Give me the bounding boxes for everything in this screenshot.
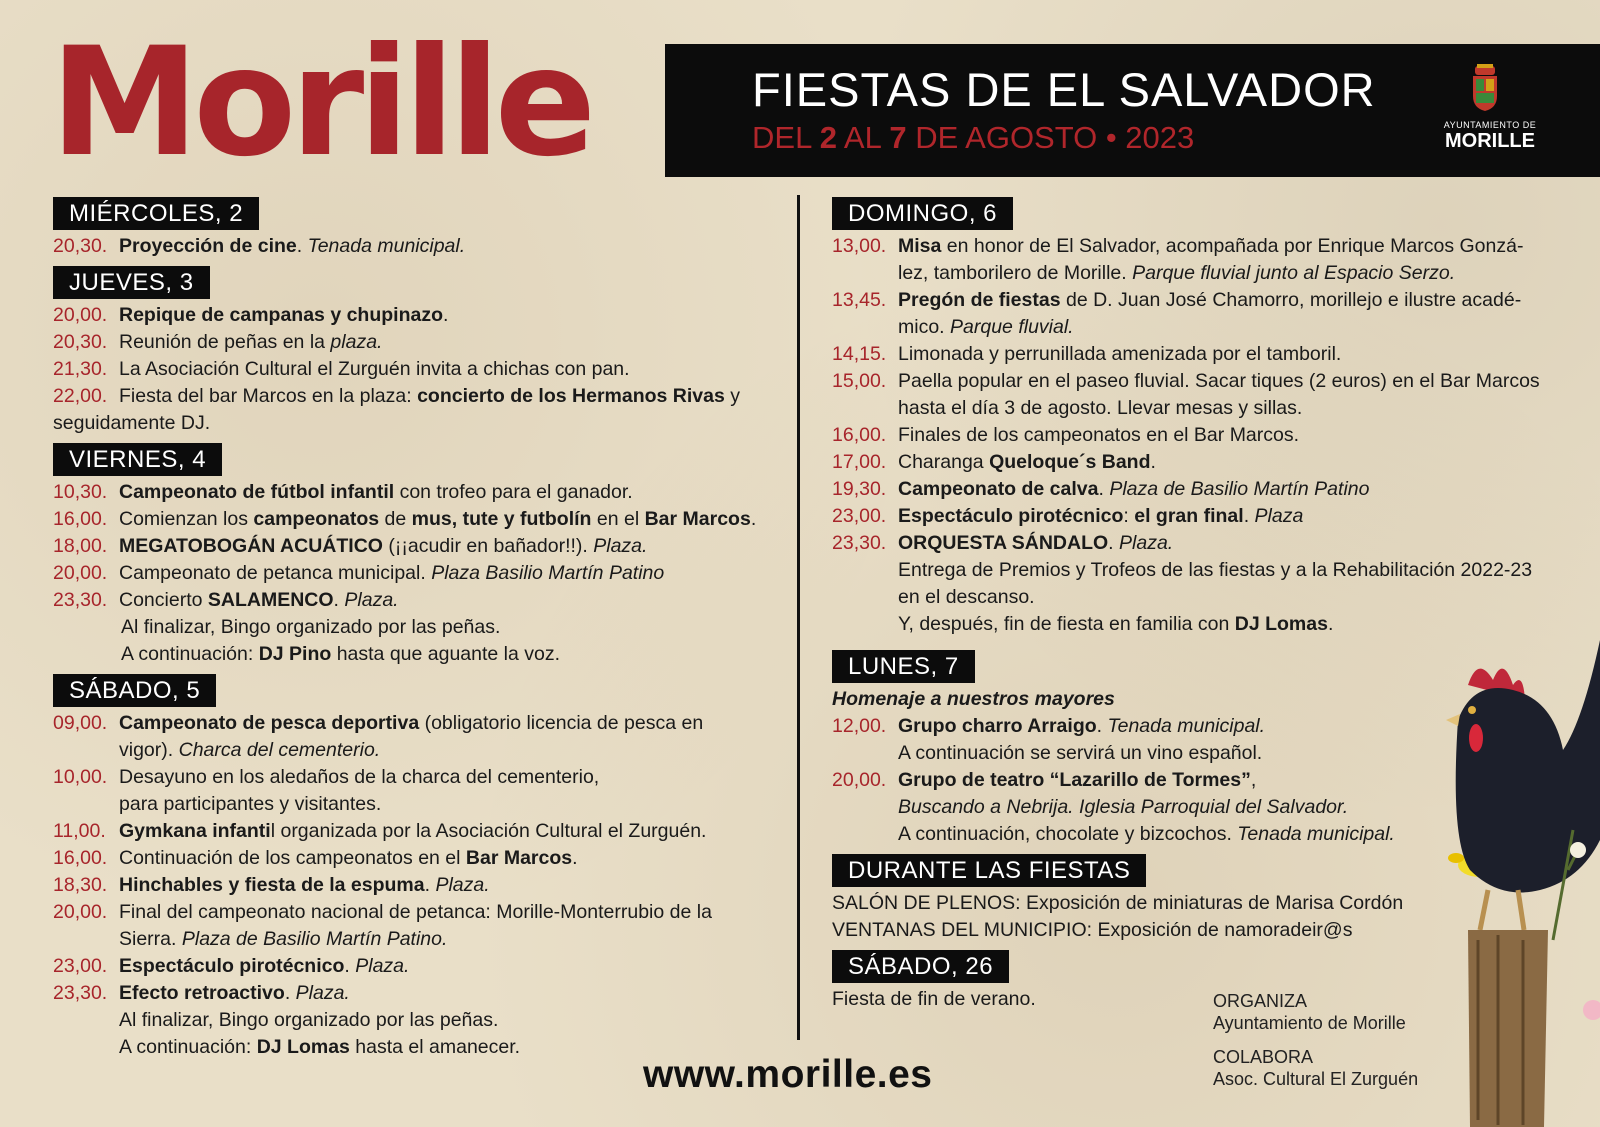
day-heading: DURANTE LAS FIESTAS bbox=[832, 854, 1146, 887]
event-item: 17,00. Charanga Queloque´s Band. bbox=[832, 451, 1156, 473]
event-continuation: A continuación, chocolate y bizcochos. Tenada municipal. bbox=[898, 823, 1395, 845]
coat-of-arms-icon bbox=[1470, 64, 1500, 112]
event-item: 15,00. Paella popular en el paseo fluvial. Sacar tiques (2 euros) en el Bar Marcos bbox=[832, 370, 1540, 392]
day-heading: JUEVES, 3 bbox=[53, 266, 210, 299]
exhibition-line: SALÓN DE PLENOS: Exposición de miniaturas de Marisa Cordón bbox=[832, 892, 1404, 914]
day-heading: VIERNES, 4 bbox=[53, 443, 222, 476]
event-continuation: Y, después, fin de fiesta en familia con DJ Lomas. bbox=[898, 613, 1334, 635]
event-item: 12,00. Grupo charro Arraigo. Tenada municipal. bbox=[832, 715, 1266, 737]
event-item: 19,30. Campeonato de calva. Plaza de Basilio Martín Patino bbox=[832, 478, 1370, 500]
event-item: 13,45. Pregón de fiestas de D. Juan José Chamorro, morillejo e ilustre acadé- bbox=[832, 289, 1522, 311]
event-item: 23,30. ORQUESTA SÁNDALO. Plaza. bbox=[832, 532, 1174, 554]
rooster-illustration-icon bbox=[1428, 610, 1600, 1127]
credits-block bbox=[1213, 990, 1418, 1090]
event-item: 10,30. Campeonato de fútbol infantil con trofeo para el ganador. bbox=[53, 481, 633, 503]
event-continuation: hasta el día 3 de agosto. Llevar mesas y sillas. bbox=[898, 397, 1303, 419]
event-dates: DEL 2 AL 7 DE AGOSTO • 2023 bbox=[752, 120, 1195, 155]
organiza-name: Ayuntamiento de Morille bbox=[1213, 1013, 1406, 1033]
organiza-label: ORGANIZA bbox=[1213, 991, 1308, 1011]
event-item: 13,00. Misa en honor de El Salvador, acompañada por Enrique Marcos Gonzá- bbox=[832, 235, 1524, 257]
day-heading: MIÉRCOLES, 2 bbox=[53, 197, 259, 230]
event-item: 21,30. La Asociación Cultural el Zurguén invita a chichas con pan. bbox=[53, 358, 630, 380]
event-continuation: seguidamente DJ. bbox=[53, 412, 211, 434]
event-item: 16,00. Finales de los campeonatos en el Bar Marcos. bbox=[832, 424, 1300, 446]
event-continuation: Entrega de Premios y Trofeos de las fiestas y a la Rehabilitación 2022-23 bbox=[898, 559, 1533, 581]
event-item: 11,00. Gymkana infantil organizada por la Asociación Cultural el Zurguén. bbox=[53, 820, 707, 842]
header-banner bbox=[665, 44, 1600, 177]
day-heading: DOMINGO, 6 bbox=[832, 197, 1013, 230]
event-continuation: para participantes y visitantes. bbox=[119, 793, 382, 815]
event-item: 14,15. Limonada y perrunillada amenizada por el tamboril. bbox=[832, 343, 1342, 365]
exhibition-line: VENTANAS DEL MUNICIPIO: Exposición de namoradeir@s bbox=[832, 919, 1353, 941]
event-item: 16,00. Comienzan los campeonatos de mus, tute y futbolín en el Bar Marcos. bbox=[53, 508, 757, 530]
day-heading: SÁBADO, 26 bbox=[832, 950, 1009, 983]
event-item: 20,00. Repique de campanas y chupinazo. bbox=[53, 304, 449, 326]
colabora-name: Asoc. Cultural El Zurguén bbox=[1213, 1069, 1419, 1089]
event-continuation: en el descanso. bbox=[898, 586, 1035, 608]
event-item: 20,00. Final del campeonato nacional de petanca: Morille-Monterrubio de la bbox=[53, 901, 712, 923]
event-continuation: Al finalizar, Bingo organizado por las peñas. bbox=[119, 1009, 499, 1031]
org-label-big: MORILLE bbox=[1445, 130, 1535, 152]
event-item: 23,30. Concierto SALAMENCO. Plaza. bbox=[53, 589, 399, 611]
website-url: www.morille.es bbox=[643, 1053, 933, 1096]
event-item: 20,00. Grupo de teatro “Lazarillo de Tormes”, bbox=[832, 769, 1257, 791]
event-continuation: lez, tamborilero de Morille. Parque fluvial junto al Espacio Serzo. bbox=[898, 262, 1456, 284]
event-item: 18,00. MEGATOBOGÁN ACUÁTICO (¡¡acudir en bañador!!). Plaza. bbox=[53, 535, 648, 557]
event-item: 23,00. Espectáculo pirotécnico: el gran final. Plaza bbox=[832, 505, 1304, 527]
event-continuation: Buscando a Nebrija. Iglesia Parroquial del Salvador. bbox=[898, 796, 1349, 818]
colabora-label: COLABORA bbox=[1213, 1047, 1314, 1067]
event-item: 20,30. Proyección de cine. Tenada municipal. bbox=[53, 235, 466, 257]
section-subtitle: Homenaje a nuestros mayores bbox=[832, 688, 1115, 710]
column-divider bbox=[797, 195, 800, 1040]
event-continuation: A continuación se servirá un vino español. bbox=[898, 742, 1263, 764]
event-item: 09,00. Campeonato de pesca deportiva (obligatorio licencia de pesca en bbox=[53, 712, 704, 734]
event-item: 22,00. Fiesta del bar Marcos en la plaza: concierto de los Hermanos Rivas y bbox=[53, 385, 741, 407]
org-label-small: AYUNTAMIENTO DE bbox=[1443, 120, 1537, 130]
event-continuation: Al finalizar, Bingo organizado por las peñas. bbox=[121, 616, 501, 638]
event-item: 18,30. Hinchables y fiesta de la espuma. Plaza. bbox=[53, 874, 490, 896]
event-continuation: A continuación: DJ Lomas hasta el amanecer. bbox=[119, 1036, 521, 1058]
event-item: 16,00. Continuación de los campeonatos en el Bar Marcos. bbox=[53, 847, 578, 869]
event-continuation: Sierra. Plaza de Basilio Martín Patino. bbox=[119, 928, 448, 950]
day-heading: LUNES, 7 bbox=[832, 650, 975, 683]
brand-title: Morille bbox=[50, 16, 591, 190]
day-heading: SÁBADO, 5 bbox=[53, 674, 216, 707]
event-item: 20,00. Campeonato de petanca municipal. Plaza Basilio Martín Patino bbox=[53, 562, 665, 584]
event-item: 10,00. Desayuno en los aledaños de la charca del cementerio, bbox=[53, 766, 600, 788]
event-continuation: vigor). Charca del cementerio. bbox=[119, 739, 381, 761]
event-continuation: A continuación: DJ Pino hasta que aguante la voz. bbox=[121, 643, 561, 665]
event-line: Fiesta de fin de verano. bbox=[832, 988, 1036, 1010]
event-title: FIESTAS DE EL SALVADOR bbox=[752, 63, 1376, 116]
event-continuation: mico. Parque fluvial. bbox=[898, 316, 1074, 338]
event-item: 20,30. Reunión de peñas en la plaza. bbox=[53, 331, 383, 353]
event-item: 23,00. Espectáculo pirotécnico. Plaza. bbox=[53, 955, 410, 977]
schedule-left-column bbox=[53, 197, 788, 1061]
event-item: 23,30. Efecto retroactivo. Plaza. bbox=[53, 982, 350, 1004]
